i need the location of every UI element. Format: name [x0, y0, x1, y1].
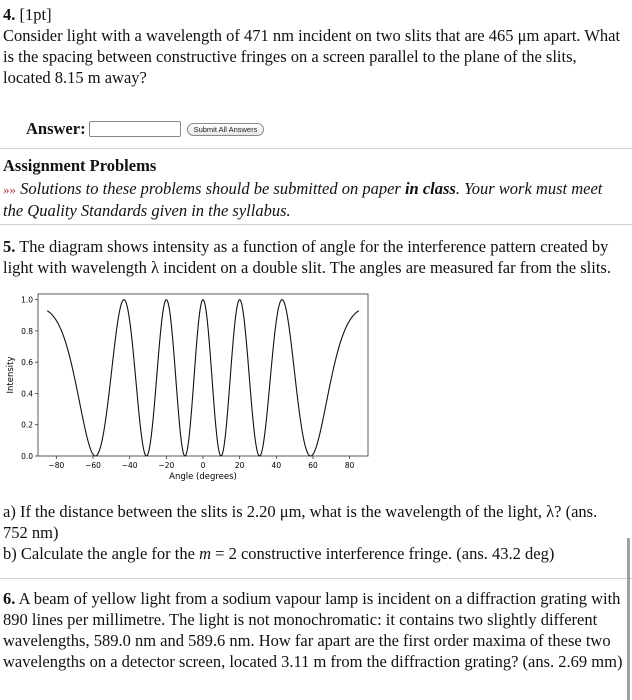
x-tick-label: 40	[271, 461, 282, 470]
x-tick-label: 0	[200, 461, 206, 470]
intensity-curve	[47, 300, 359, 456]
plot-frame	[38, 294, 368, 456]
note-prefix: Solutions to these problems should be submitted on paper	[20, 179, 405, 198]
y-tick-label: 0.6	[21, 358, 33, 368]
question-number: 5.	[3, 237, 16, 256]
submit-all-answers-button[interactable]: Submit All Answers	[187, 123, 265, 136]
answer-label: Answer:	[26, 119, 86, 138]
assignment-note	[3, 178, 625, 221]
part-b-var: m	[199, 544, 212, 563]
question-4	[3, 4, 625, 88]
x-tick-label: 20	[234, 461, 245, 470]
divider	[0, 224, 632, 225]
question-text: Consider light with a wavelength of 471 nm incident on two slits that are 465 μm apart. What is the spacing between constructive fringes on a screen parallel to the plane of the slits, located 8.15 m away?	[3, 26, 621, 87]
x-tick-label: −40	[121, 461, 138, 470]
x-tick-label: 60	[308, 461, 318, 470]
arrows-icon: »»	[3, 182, 16, 197]
y-tick-label: 0.2	[21, 420, 33, 430]
question-text: A beam of yellow light from a sodium vapour lamp is incident on a diffraction grating with 890 lines per millimetre. The light is not monochromatic: it contains two slightly different wavelengths, 589.0 nm and 589.6 nm. How far apart are the first order maxima of these two wavelengths on a detector screen, located 3.11 m from the diffraction grating? (ans. 2.69 mm)	[3, 589, 623, 671]
note-suffix: . Your work must meet the Quality Standards given in the syllabus.	[3, 179, 603, 220]
y-axis-ticks	[21, 296, 38, 461]
assignment-title: Assignment Problems	[3, 156, 157, 175]
answer-row	[26, 119, 264, 139]
answer-input[interactable]	[89, 121, 181, 137]
x-axis-ticks	[48, 456, 354, 470]
y-tick-label: 1.0	[21, 295, 33, 305]
divider	[0, 578, 632, 579]
x-tick-label: 80	[344, 461, 355, 470]
divider	[0, 148, 632, 149]
question-6	[3, 588, 625, 672]
question-text: The diagram shows intensity as a function of angle for the interference pattern created by light with wavelength λ incident on a double slit. The angles are measured far from the slits.	[3, 237, 611, 277]
question-5-parts	[3, 501, 625, 564]
x-tick-label: −80	[48, 461, 65, 470]
x-tick-label: −20	[158, 461, 175, 470]
scrollbar[interactable]	[627, 538, 630, 700]
intensity-chart	[0, 282, 380, 492]
part-b-prefix: b) Calculate the angle for the	[3, 544, 200, 563]
question-points: [1pt]	[19, 5, 52, 24]
question-number: 6.	[3, 589, 16, 608]
y-tick-label: 0.4	[21, 389, 33, 399]
y-axis-label: Intensity	[6, 356, 16, 394]
y-tick-label: 0.0	[21, 452, 33, 461]
part-a-text: a) If the distance between the slits is 2.20 μm, what is the wavelength of the light, λ? (ans. 752 nm)	[3, 502, 598, 542]
note-bold: in class	[404, 179, 456, 198]
x-axis-label: Angle (degrees)	[169, 472, 237, 482]
question-5	[3, 236, 625, 278]
part-b-suffix: = 2 constructive interference fringe. (ans. 43.2 deg)	[211, 544, 555, 563]
y-tick-label: 0.8	[21, 326, 33, 336]
x-tick-label: −60	[85, 461, 101, 470]
question-number: 4.	[3, 5, 16, 24]
